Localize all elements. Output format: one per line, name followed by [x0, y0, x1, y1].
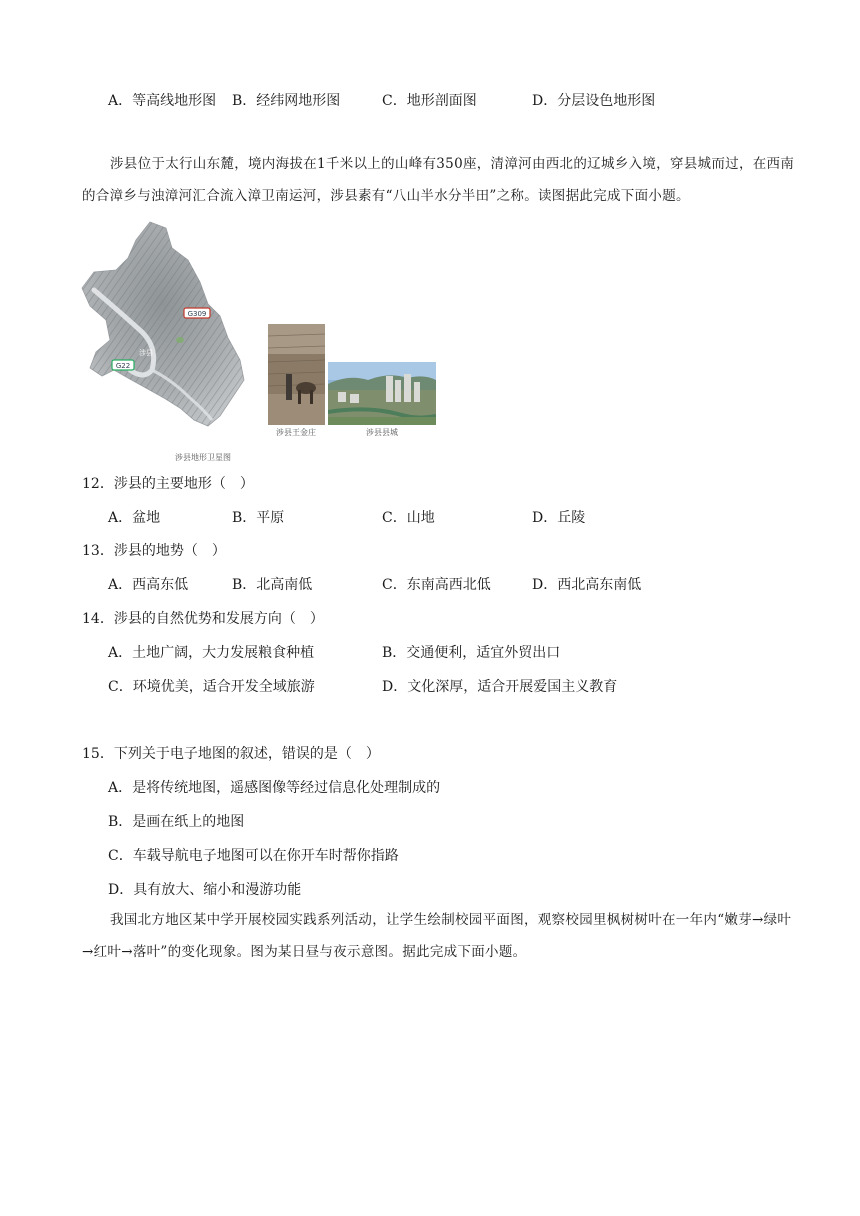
q12-option-a: A．盆地 — [108, 510, 161, 526]
q12-option-c: C．山地 — [382, 510, 435, 526]
q14-option-b: B．交通便利，适宜外贸出口 — [382, 645, 561, 661]
q14-option-a: A．土地广阔，大力发展粮食种植 — [108, 645, 315, 661]
q13-stem: 13．涉县的地势（ ） — [82, 543, 226, 559]
county-label: 涉县 — [139, 349, 153, 357]
q11-option-b: B．经纬网地形图 — [232, 93, 341, 109]
q15-option-d: D．具有放大、缩小和漫游功能 — [108, 882, 302, 898]
terrain-satellite-map — [80, 220, 250, 442]
q13-option-c: C．东南高西北低 — [382, 577, 491, 593]
q11-option-a: A．等高线地形图 — [108, 93, 217, 109]
q15-option-c: C．车载导航电子地图可以在你开车时帮你指路 — [108, 848, 399, 864]
q11-option-c: C．地形剖面图 — [382, 93, 477, 109]
highway-label-g22: G22 — [115, 362, 131, 370]
q15-stem: 15．下列关于电子地图的叙述，错误的是（ ） — [82, 746, 380, 762]
q15-option-a: A．是将传统地图，遥感图像等经过信息化处理制成的 — [108, 780, 441, 796]
closing-paragraph: 我国北方地区某中学开展校园实践系列活动，让学生绘制校园平面图，观察校园里枫树树叶在一年内“嫩芽→绿叶→红叶→落叶”的变化现象。图为某日昼与夜示意图。据此完成下面小题。 — [82, 912, 792, 960]
figure — [80, 220, 440, 465]
q14-option-d: D．文化深厚，适合开展爱国主义教育 — [382, 679, 618, 695]
q14-option-c: C．环境优美，适合开发全域旅游 — [108, 679, 315, 695]
photo-village — [268, 324, 325, 425]
q12-option-d: D．丘陵 — [532, 510, 586, 526]
q13-option-b: B．北高南低 — [232, 577, 313, 593]
q13-option-a: A．西高东低 — [108, 577, 189, 593]
q12-option-b: B．平原 — [232, 510, 285, 526]
q14-stem: 14．涉县的自然优势和发展方向（ ） — [82, 611, 324, 627]
q12-stem: 12．涉县的主要地形（ ） — [82, 476, 254, 492]
intro-paragraph: 涉县位于太行山东麓，境内海拔在1千米以上的山峰有350座，清漳河由西北的辽城乡入境，穿县城而过，在西南的合漳乡与浊漳河汇合流入漳卫南运河，涉县素有“八山半水分半田”之称。读图据此完成下面小题。 — [82, 156, 795, 204]
map-caption: 涉县地形卫星图 — [175, 453, 231, 462]
q15-option-b: B．是画在纸上的地图 — [108, 814, 245, 830]
highway-label-g309: G309 — [187, 310, 207, 318]
photo-village-caption: 涉县王金庄 — [276, 428, 316, 437]
q11-option-d: D．分层设色地形图 — [532, 93, 656, 109]
photo-county-town — [328, 362, 436, 425]
q13-option-d: D．西北高东南低 — [532, 577, 642, 593]
photo-city-caption: 涉县县城 — [366, 428, 398, 437]
